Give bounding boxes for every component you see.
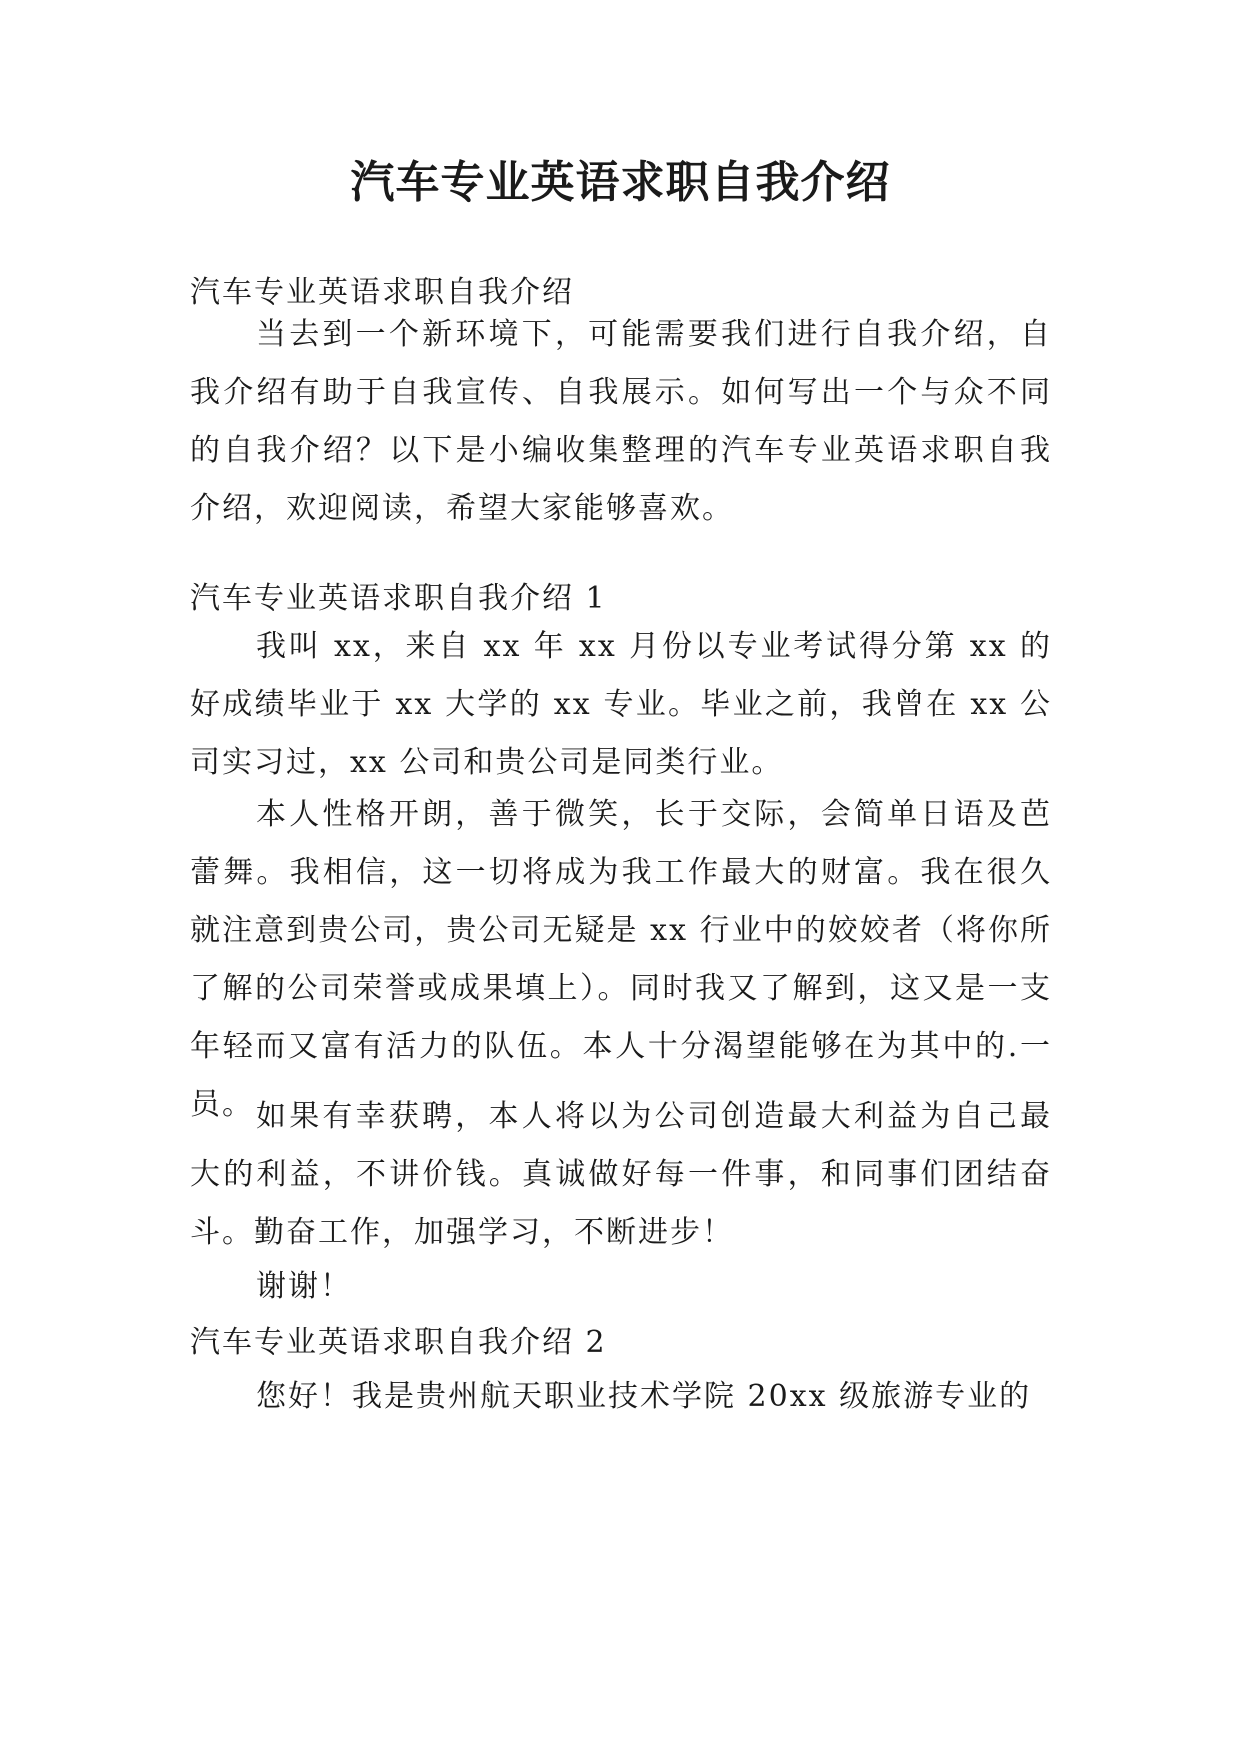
intro-paragraph: 当去到一个新环境下，可能需要我们进行自我介绍，自我介绍有助于自我宣传、自我展示。如何写出一个与众不同的自我介绍？以下是小编收集整理的汽车专业英语求职自我介绍，欢迎阅读，希望大家能够喜欢。: [190, 317, 1052, 526]
section-1-paragraph-2: 本人性格开朗，善于微笑，长于交际，会简单日语及芭蕾舞。我相信，这一切将成为我工作最大的财富。我在很久就注意到贵公司，贵公司无疑是 xx 行业中的姣姣者（将你所了解的公司荣誉或成果填上）。同时我又了解到，这又是一支年轻而又富有活力的队伍。本人十分渴望能够在为其中的.一员。: [190, 797, 1052, 1122]
section-2-paragraph-1: 您好！我是贵州航天职业技术学院 20xx 级旅游专业的: [256, 1379, 1032, 1414]
section-1-paragraph-3: 如果有幸获聘，本人将以为公司创造最大利益为自己最大的利益，不讲价钱。真诚做好每一件事，和同事们团结奋斗。勤奋工作，加强学习，不断进步！: [190, 1099, 1052, 1250]
section-1-thanks: 谢谢！: [256, 1269, 352, 1304]
section-2-heading: 汽车专业英语求职自我介绍 2: [190, 1325, 607, 1360]
document-title: 汽车专业英语求职自我介绍: [350, 157, 891, 208]
document-subtitle: 汽车专业英语求职自我介绍: [190, 275, 574, 310]
section-1-heading: 汽车专业英语求职自我介绍 1: [190, 581, 607, 616]
section-1-paragraph-1: 我叫 xx，来自 xx 年 xx 月份以专业考试得分第 xx 的好成绩毕业于 xx 大学的 xx 专业。毕业之前，我曾在 xx 公司实习过，xx 公司和贵公司是同类行业。: [190, 629, 1052, 780]
